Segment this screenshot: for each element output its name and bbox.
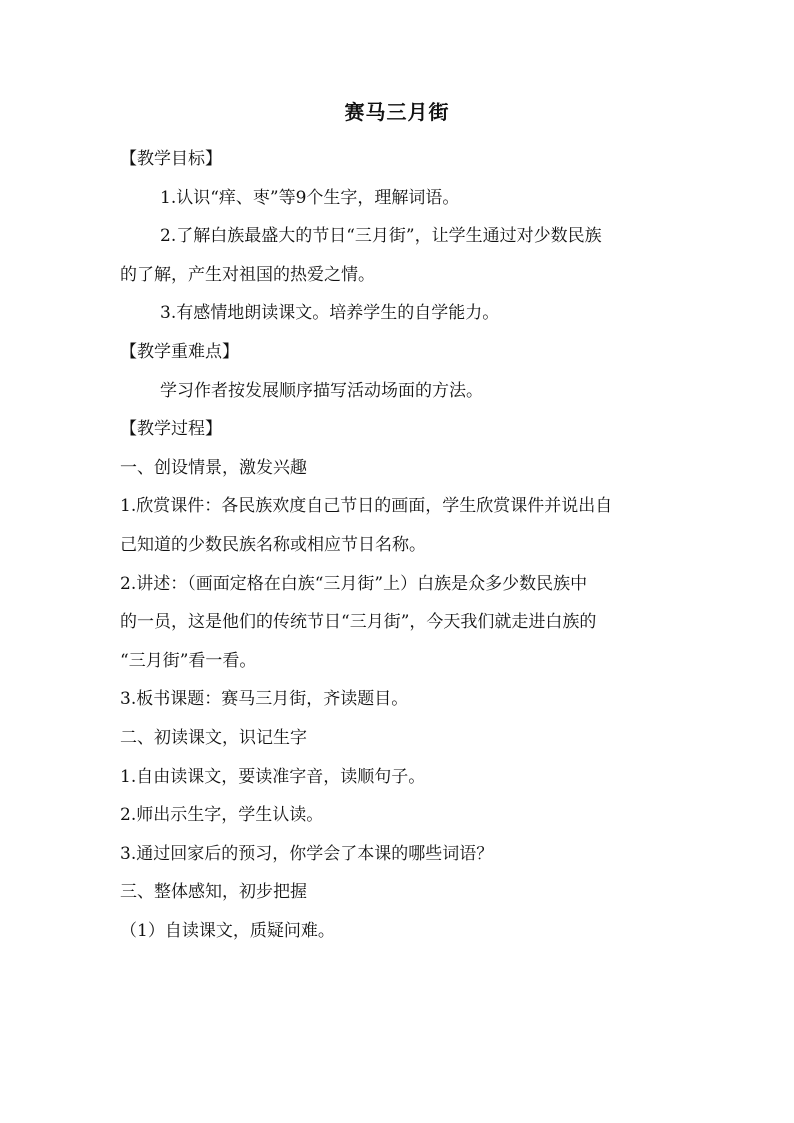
process-step-2-heading: 二、初读课文，识记生字 — [120, 727, 307, 748]
process-step-1-item-1-continued: 己知道的少数民族名称或相应节日名称。 — [120, 534, 426, 555]
process-step-3-item-1: （1）自读课文，质疑问难。 — [120, 920, 335, 941]
goal-item-1: 1.认识“痒、枣”等9个生字，理解词语。 — [160, 187, 460, 208]
process-step-2-item-3: 3.通过回家后的预习，你学会了本课的哪些词语？ — [120, 843, 494, 864]
process-step-2-item-1: 1.自由读课文，要读准字音，读顺句子。 — [120, 766, 426, 787]
process-step-1-item-2-continued: 的一员，这是他们的传统节日“三月街”，今天我们就走进白族的 — [120, 612, 597, 633]
section-heading-teaching-goals: 【教学目标】 — [120, 149, 222, 169]
process-step-1-item-2-continued-2: “三月街”看一看。 — [120, 650, 257, 671]
process-step-1-item-1: 1.欣赏课件：各民族欢度自己节日的画面，学生欣赏课件并说出自 — [120, 496, 613, 517]
process-step-1-heading: 一、创设情景，激发兴趣 — [120, 457, 307, 478]
document-title: 赛马三月街 — [344, 100, 450, 124]
key-point-text: 学习作者按发展顺序描写活动场面的方法。 — [160, 380, 483, 401]
goal-item-2-continued: 的了解，产生对祖国的热爱之情。 — [120, 264, 375, 285]
process-step-3-heading: 三、整体感知，初步把握 — [120, 882, 307, 903]
section-heading-teaching-process: 【教学过程】 — [120, 419, 222, 440]
process-step-2-item-2: 2.师出示生字，学生认读。 — [120, 805, 324, 826]
process-step-1-item-2: 2.讲述：（画面定格在白族“三月街”上）白族是众多少数民族中 — [120, 573, 588, 594]
goal-item-3: 3.有感情地朗读课文。培养学生的自学能力。 — [160, 303, 500, 324]
document-body — [120, 140, 670, 950]
section-heading-key-points: 【教学重难点】 — [120, 341, 239, 362]
goal-item-2: 2.了解白族最盛大的节日“三月街”，让学生通过对少数民族 — [160, 226, 602, 247]
process-step-1-item-3: 3.板书课题：赛马三月街，齐读题目。 — [120, 689, 409, 710]
